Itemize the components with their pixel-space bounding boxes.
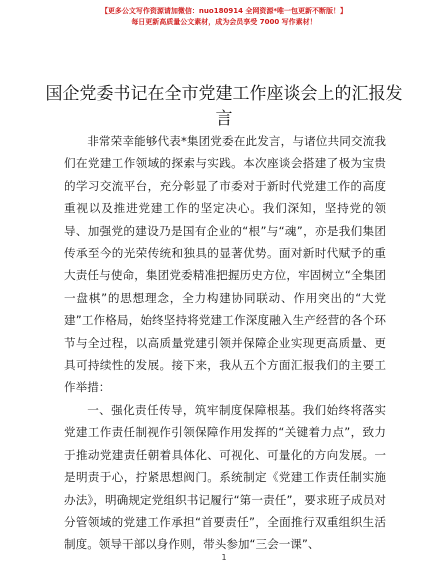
banner-line-1: 【更多公文写作资源请加微信：nuo180914 全网资源*唯一包更新不断版！】 — [100, 7, 348, 15]
header-banner — [0, 6, 448, 28]
paragraph-section-1: 一、强化责任传导，筑牢制度保障根基。我们始终将落实党建工作责任制视作引领保障作用发挥的“关键着力点”，致力于推动党建责任朝着具体化、可视化、可量化的方向发展。一是明责于心，拧紧思想阀门。系统制定《党建工作责任制实施办法》，明确规定党组织书记履行“第一责任”，要求班子成员对分管领域的党建工作承担“首要责任”，全面推行双重组织生活制度。领导干部以身作则，带头参加“三会一课”、 — [64, 402, 386, 552]
banner-line-2: 每日更新高质量公文素材，成为会员享受 7000 写作素材！ — [131, 18, 317, 26]
page-number: 1 — [221, 553, 227, 562]
paragraph-intro: 非常荣幸能够代表*集团党委在此发言，与诸位共同交流我们在党建工作领域的探索与实践。本次座谈会搭建了极为宝贵的学习交流平台，充分彰显了市委对于新时代党建工作的高度重视以及推进党建工作的坚定决心。我们深知，坚持党的领导、加强党的建设乃是国有企业的“根”与“魂”，亦是我们集团传承至今的光荣传统和独具的显著优势。面对新时代赋予的重大责任与使命，集团党委精准把握历史方位，牢固树立“全集团一盘棋”的思想理念，全力构建协同联动、作用突出的“大党建”工作格局，始终坚持将党建工作深度融入生产经营的各个环节与全过程，以高质量党建引领并保障企业实现更高质量、更具可持续性的发展。接下来，我从五个方面汇报我们的主要工作举措： — [64, 134, 386, 395]
document-body — [64, 130, 386, 556]
document-title: 国企党委书记在全市党建工作座谈会上的汇报发言 — [45, 84, 403, 129]
